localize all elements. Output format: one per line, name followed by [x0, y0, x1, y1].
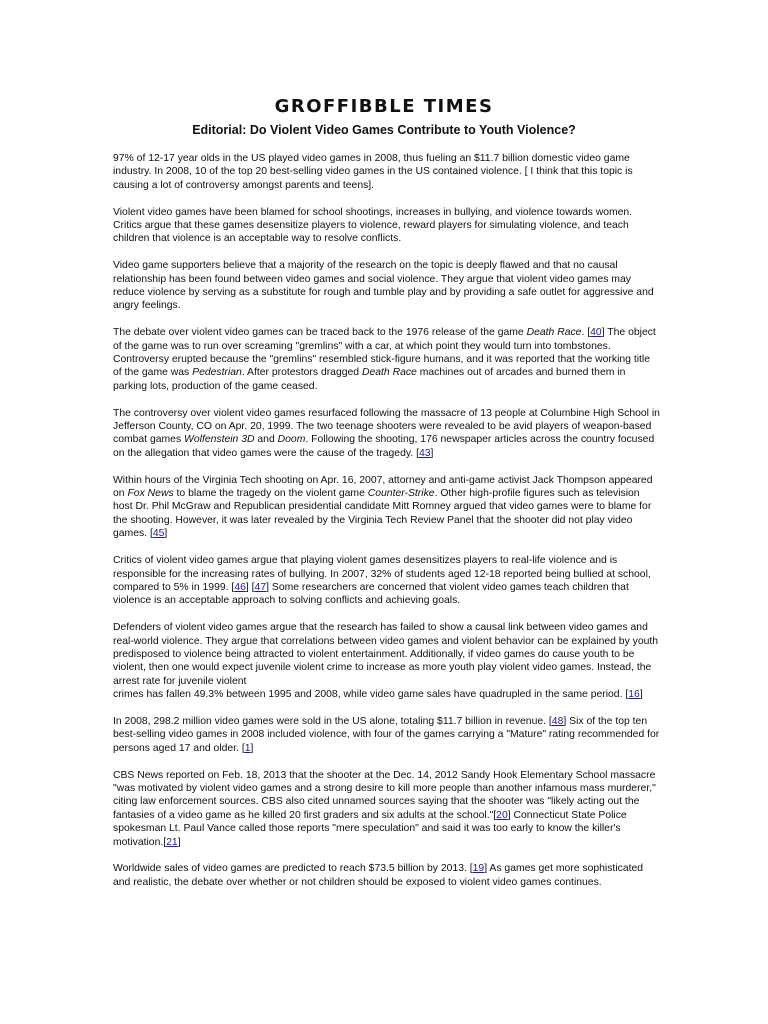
- article-paragraph: [113, 769, 661, 849]
- article-paragraph: [113, 554, 661, 608]
- text-run: ] [: [245, 581, 255, 593]
- article-paragraph: [113, 407, 661, 461]
- citation-link[interactable]: 16: [628, 689, 640, 701]
- text-run: ] Some researchers are concerned that violent video games teach children that violence is an acceptable approach to solving conflicts and achieving goals.: [113, 581, 629, 607]
- citation-link[interactable]: 40: [590, 327, 602, 339]
- text-run: Critics of violent video games argue that playing violent games desensitizes players to real-life violence and is responsible for the increasing rates of bullying. In 2007, 32% of students aged 12-18 reported being bullied at school, compared to 5% in 1999. [: [113, 555, 651, 593]
- citation-link[interactable]: 45: [152, 528, 165, 540]
- citation-link[interactable]: 21: [166, 836, 178, 848]
- article-paragraph: [113, 862, 661, 889]
- text-run: CBS News reported on Feb. 18, 2013 that the shooter at the Dec. 14, 2012 Sandy Hook Elementary School massacre "was motivated by violent video games and a strong desire to kill more people than another infamous mass murderer," citing law enforcement sources. CBS also cited unnamed sources saying that the shooter was "likely acting out the fantasies of a video game as he killed 20 first graders and six adults at the school."[: [113, 769, 656, 821]
- text-run: ] Connecticut State Police spokesman Lt. Paul Vance called those reports "mere speculation" and said it was too early to know the killer's motivation.[: [113, 809, 627, 848]
- text-run: ]: [177, 836, 181, 848]
- citation-link[interactable]: 20: [496, 809, 508, 821]
- text-run: to blame the tragedy on the violent game: [173, 488, 368, 500]
- italic-title: Death Race: [361, 367, 417, 379]
- text-run: ]: [430, 447, 434, 459]
- italic-title: Counter-Strike: [367, 488, 435, 500]
- text-run: Violent video games have been blamed for school shootings, increases in bullying, and violence towards women. Critics argue that these games desensitize players to violence, reward players for simulating violence, and teach children that violence is an acceptable way to resolve conflicts.: [113, 206, 633, 245]
- article-body: [113, 152, 661, 903]
- italic-title: Doom: [277, 434, 306, 446]
- text-run: machines out of arcades and burned them in parking lots, production of the game ceased.: [113, 367, 626, 392]
- masthead-title: GROFFIBBLE TIMES: [274, 96, 494, 117]
- text-run: . [: [581, 327, 591, 339]
- text-run: Worldwide sales of video games are predicted to reach $73.5 billion by 2013. [: [113, 863, 473, 875]
- text-run: crimes has fallen 49.3% between 1995 and 2008, while video game sales have quadrupled in the same period. [: [113, 689, 629, 701]
- text-run: 97% of 12-17 year olds in the US played video games in 2008, thus fueling an $11.7 billion domestic video game industry. In 2008, 10 of the top 20 best-selling video games in the US contained violence. [ I think that this topic is causing a lot of controversy amongst parents and teens].: [113, 153, 633, 191]
- article-paragraph: [113, 326, 661, 393]
- citation-link[interactable]: 46: [234, 581, 246, 593]
- text-run: ]: [250, 742, 254, 754]
- article-paragraph: [113, 152, 661, 192]
- article-paragraph: [113, 621, 661, 701]
- italic-title: Death Race: [526, 327, 582, 339]
- article-paragraph: [113, 206, 661, 246]
- citation-link[interactable]: 43: [418, 447, 431, 459]
- text-run: Within hours of the Virginia Tech shooting on Apr. 16, 2007, attorney and anti-game activist Jack Thompson appeared on: [113, 474, 653, 500]
- text-run: ] As games get more sophisticated and realistic, the debate over whether or not children should be exposed to violent video games continues.: [113, 863, 644, 888]
- text-run: ]: [639, 689, 643, 701]
- text-run: . Following the shooting, 176 newspaper articles across the country focused on the allegation that video games were the cause of the tragedy. [: [113, 434, 655, 459]
- citation-link[interactable]: 47: [254, 581, 267, 593]
- text-run: ]: [164, 528, 168, 540]
- text-run: and: [254, 434, 278, 446]
- italic-title: Pedestrian: [192, 367, 242, 379]
- text-run: Video game supporters believe that a majority of the research on the topic is deeply flawed and that no causal relationship has been found between video games and social violence. They argue that violent video games may reduce violence by serving as a substitute for rough and tumble play and by providing a safe outlet for aggressive and angry feelings.: [113, 260, 654, 312]
- text-run: ] The object of the game was to run over screaming "gremlins" with a car, at which point they would turn into tombstones. Controversy erupted because the "gremlins" resembled stick-figure humans, and it was reported that the working title of the game was: [113, 327, 656, 379]
- text-run: Defenders of violent video games argue that the research has failed to show a causal link between video games and real-world violence. They argue that correlations between video games and violent behavior can be explained by youth predisposed to violence being attracted to violent entertainment. Additionally, if video games do cause youth to be violent, then one would expect juvenile violent crime to increase as more youth play violent video games. Instead, the arrest rate for juvenile violent: [113, 622, 659, 687]
- text-run: The debate over violent video games can be traced back to the 1976 release of the game: [113, 327, 527, 339]
- article-paragraph: [113, 259, 661, 313]
- text-run: ] Six of the top ten best-selling video games in 2008 included violence, with four of the games carrying a "Mature" rating recommended for persons aged 17 and older. [: [113, 715, 660, 754]
- citation-link[interactable]: 19: [472, 863, 485, 875]
- citation-link[interactable]: 1: [244, 742, 251, 754]
- text-run: In 2008, 298.2 million video games were sold in the US alone, totaling $11.7 billion in revenue. [: [113, 715, 552, 727]
- text-run: . After protestors dragged: [241, 367, 362, 379]
- citation-link[interactable]: 48: [551, 715, 564, 727]
- text-run: . Other high-profile figures such as television host Dr. Phil McGraw and Republican presidential candidate Mitt Romney argued that video games were to blame for the shooting. However, it was later revealed by the Virginia Tech Review Panel that the shooter did not play video games. [: [113, 488, 652, 540]
- editorial-headline: Editorial: Do Violent Video Games Contribute to Youth Violence?: [192, 123, 576, 137]
- article-paragraph: [113, 715, 661, 755]
- italic-title: Fox News: [127, 488, 174, 500]
- article-paragraph: [113, 474, 661, 541]
- text-run: The controversy over violent video games resurfaced following the massacre of 13 people at Columbine High School in Jefferson County, CO on Apr. 20, 1999. The two teenage shooters were revealed to be avid players of weapon-based combat games: [113, 407, 660, 446]
- italic-title: Wolfenstein 3D: [184, 434, 255, 446]
